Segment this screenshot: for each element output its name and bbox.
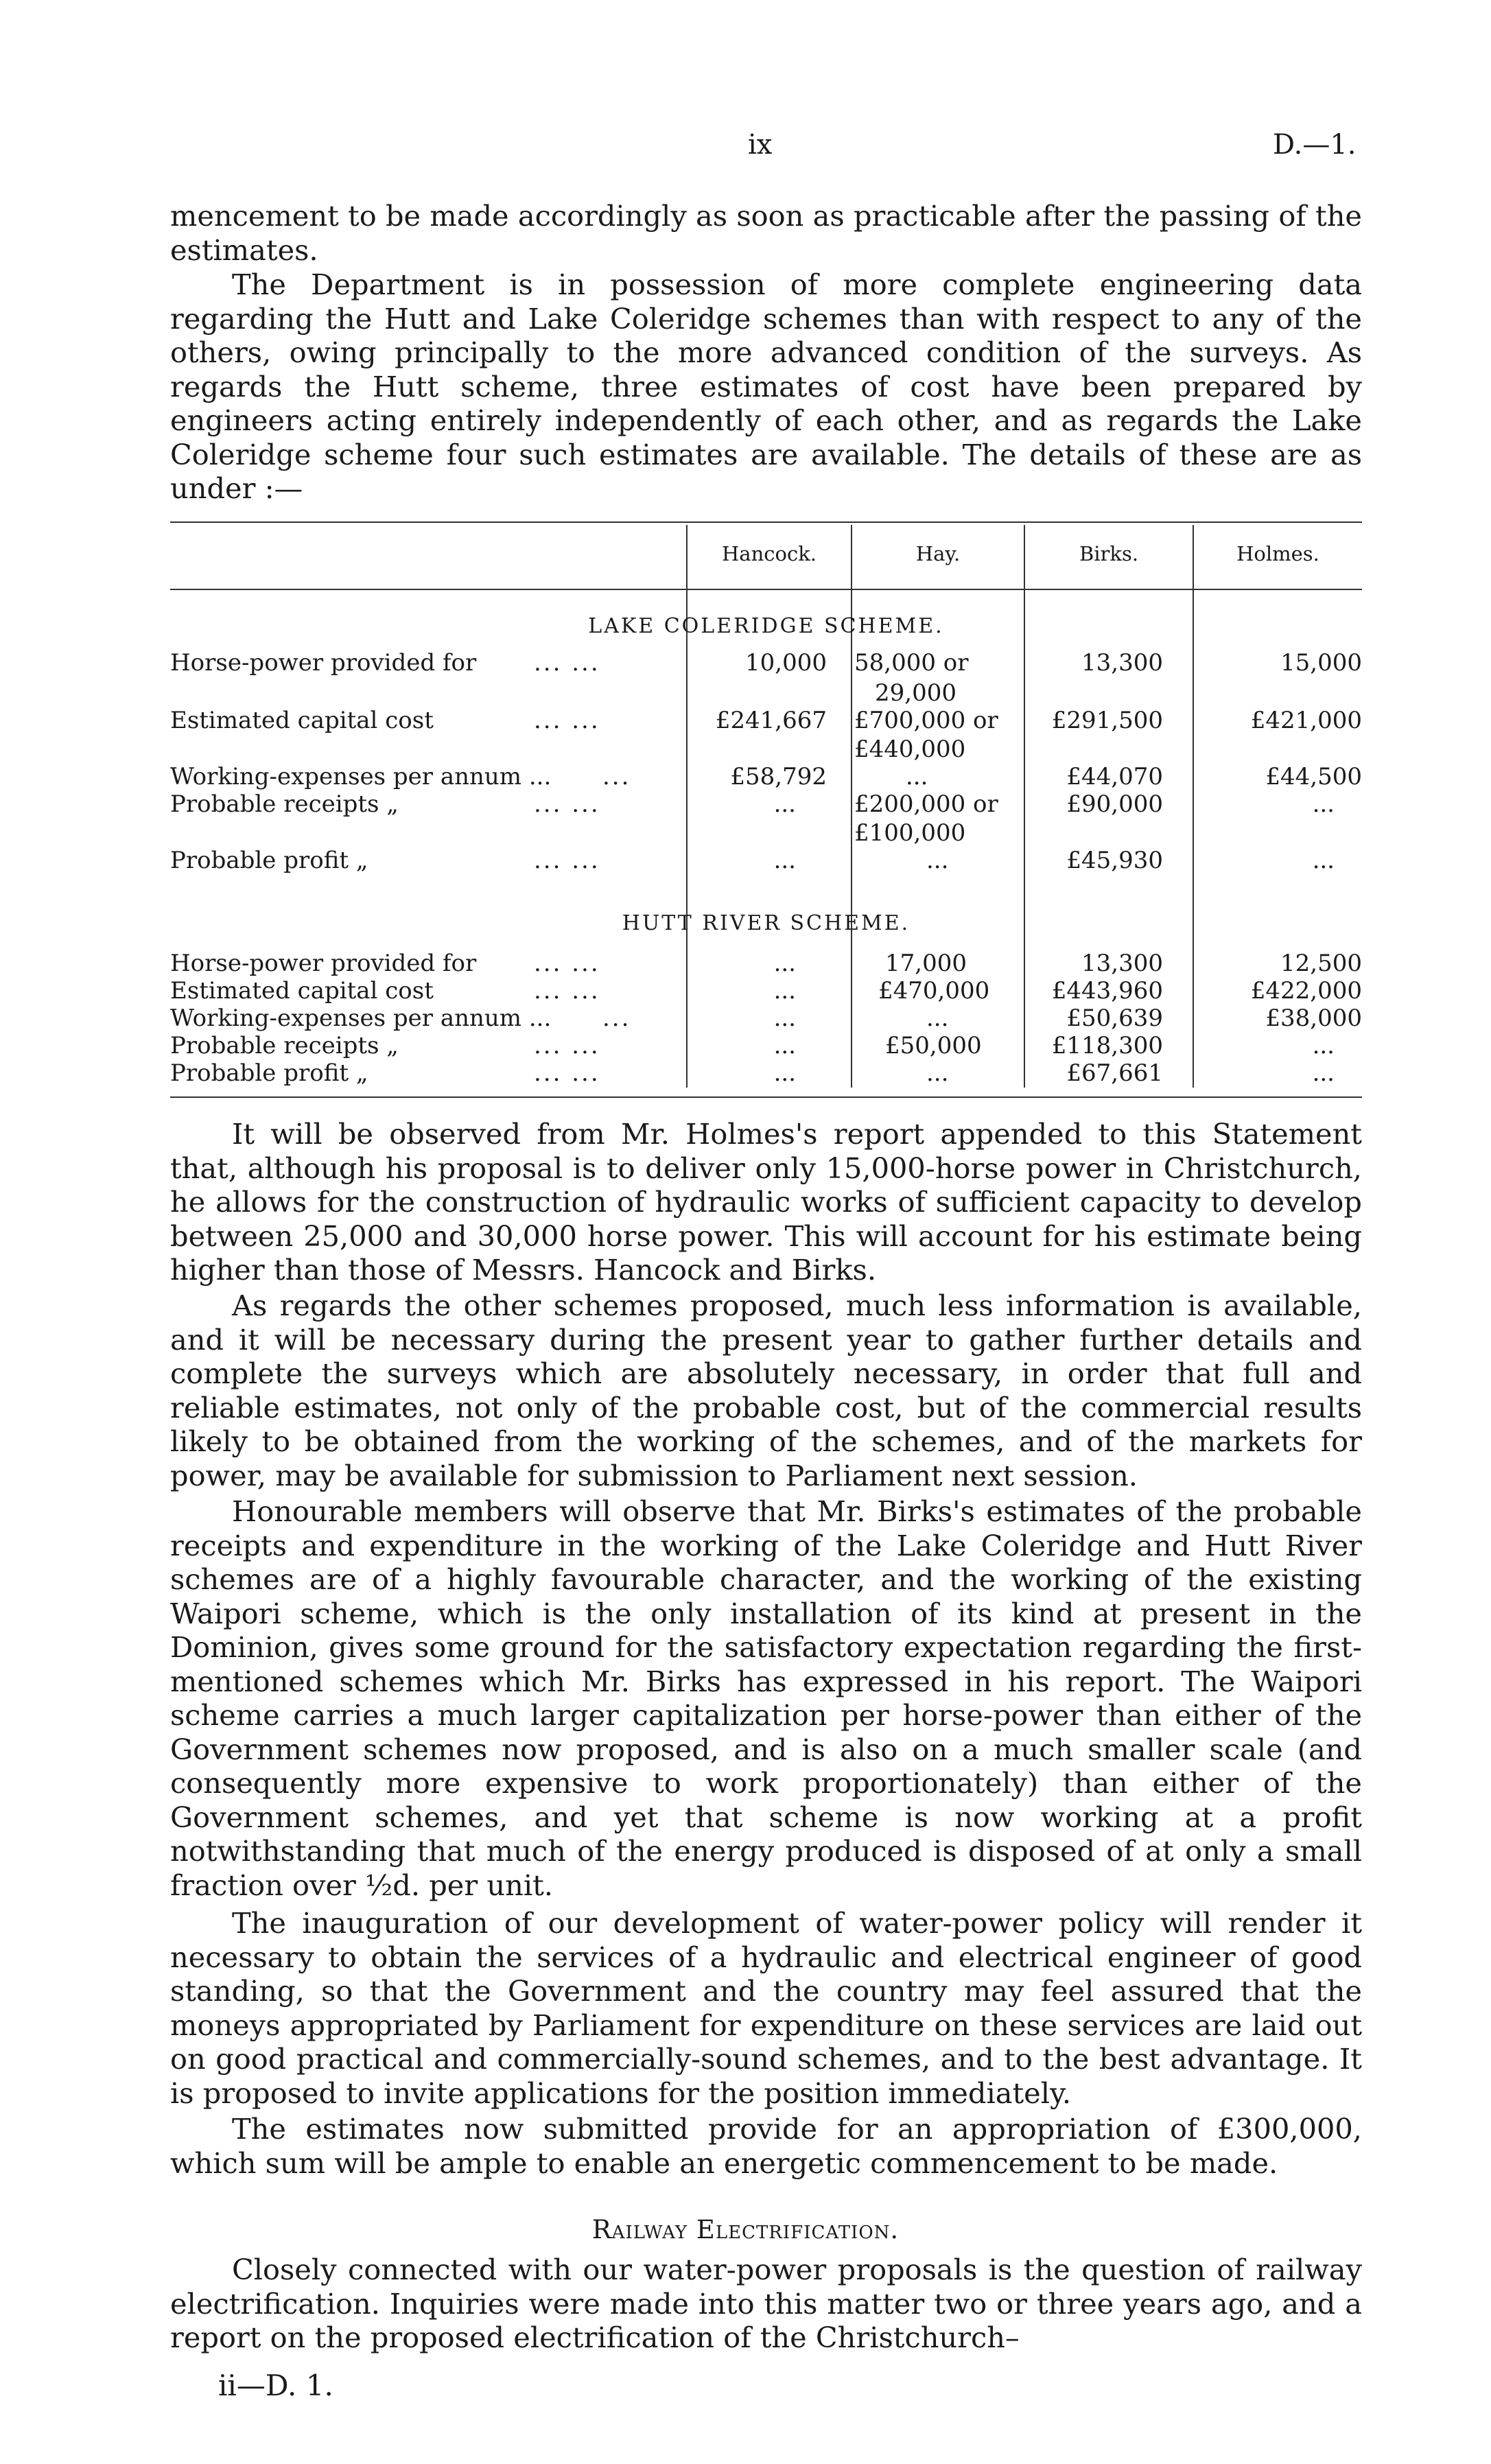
paragraph-3: It will be observed from Mr. Holmes's report appended to this Statement that, although his proposal is to deliver only 15,000-horse power in Christchurch, he allows for the construction of hydraulic works of sufficient capacity to develop between 25,000 and 30,000 horse power. This will account for his estimate being higher than those of Messrs. Hancock and Birks. [170, 1117, 1362, 1287]
cell-hancock: ... [773, 1032, 796, 1059]
cell-holmes: ... [1312, 1059, 1335, 1087]
row-label: Working-expenses per annum [170, 1005, 522, 1032]
cell-hancock: 10,000 [745, 649, 827, 677]
row-label: Probable receipts „ [170, 790, 399, 818]
cell-hay: 58,000 or [854, 649, 969, 677]
cell-hay: £700,000 or [854, 707, 998, 734]
cell-holmes: ... [1312, 847, 1335, 874]
page-number: ix [748, 129, 773, 161]
scheme-title-hutt-river: HUTT RIVER SCHEME. [622, 911, 911, 935]
row-label: Probable profit „ [170, 847, 368, 874]
cell-hay-alt: £100,000 [854, 819, 966, 847]
paragraph-2: The Department is in possession of more complete engineering data regarding the Hutt and Lake Coleridge schemes than with respect to any of the others, owing principally to the more advanced condition of the surveys. As regards the Hutt scheme, three estimates of cost have been prepared by engineers acting entirely independently of each other, and as regards the Lake Coleridge scheme four such estimates are available. The details of these are as under :— [170, 268, 1362, 505]
table-header-rule [170, 589, 1362, 590]
row-label: Working-expenses per annum [170, 763, 522, 790]
row-label: Horse-power provided for [170, 649, 477, 677]
cell-hancock: ... [773, 950, 796, 977]
column-header-hay: Hay. [915, 542, 961, 565]
cell-holmes: ... [1312, 1032, 1335, 1059]
cell-hancock: ... [773, 1005, 796, 1032]
cell-hay: ... [926, 1059, 949, 1087]
cell-hancock: ... [773, 790, 796, 818]
row-label: Horse-power provided for [170, 950, 477, 977]
cell-hay: £200,000 or [854, 790, 998, 818]
cell-birks: £443,960 [1051, 977, 1163, 1005]
cell-birks: £291,500 [1051, 707, 1163, 734]
cell-holmes: 12,500 [1280, 950, 1362, 977]
cell-birks: 13,300 [1081, 649, 1163, 677]
cell-birks: £67,661 [1066, 1059, 1163, 1087]
row-label: Probable receipts „ [170, 1032, 399, 1059]
cell-hancock: ... [773, 847, 796, 874]
cell-birks: £45,930 [1066, 847, 1163, 874]
column-divider [851, 525, 852, 1088]
cell-birks: £50,639 [1066, 1005, 1163, 1032]
column-header-hancock: Hancock. [722, 542, 817, 565]
cell-hay: £50,000 [885, 1032, 982, 1059]
cell-hay: 17,000 [885, 950, 967, 977]
column-header-birks: Birks. [1079, 542, 1139, 565]
cell-hay: £470,000 [878, 977, 990, 1005]
cell-hay: ... [926, 847, 949, 874]
cell-hay-alt: 29,000 [875, 679, 956, 707]
paragraph-6: The inauguration of our development of water-power policy will render it necessary to obtain the services of a hydraulic and electrical engineer of good standing, so that the Government and the country may feel assured that the moneys appropriated by Parliament for expenditure on these services are laid out on good practical and commercially-sound schemes, and to the best advantage. It is proposed to invite applications for the position immediately. [170, 1906, 1362, 2110]
cell-hancock: ... [773, 1059, 796, 1087]
cell-hay: ... [926, 1005, 949, 1032]
document-reference: D.—1. [1273, 129, 1357, 161]
cell-hancock: £241,667 [715, 707, 827, 734]
table-top-rule [170, 521, 1362, 523]
cell-holmes: £44,500 [1265, 763, 1362, 790]
row-label: Probable profit „ [170, 1059, 368, 1087]
scheme-title-lake-coleridge: LAKE COLERIDGE SCHEME. [588, 614, 944, 638]
cell-holmes: £421,000 [1250, 707, 1362, 734]
paragraph-4: As regards the other schemes proposed, much less information is available, and it will be necessary during the present year to gather further details and complete the surveys which are absolutely necessary, in order that full and reliable estimates, not only of the probable cost, but of the commercial results likely to be obtained from the working of the schemes, and of the markets for power, may be available for submission to Parliament next session. [170, 1289, 1362, 1492]
cell-birks: 13,300 [1081, 950, 1163, 977]
row-label: Estimated capital cost [170, 977, 434, 1005]
cell-holmes: ... [1312, 790, 1335, 818]
column-header-holmes: Holmes. [1236, 542, 1319, 565]
column-divider [1193, 525, 1194, 1088]
paragraph-1: mencement to be made accordingly as soon as practicable after the passing of the estimates. [170, 199, 1362, 267]
paragraph-7: The estimates now submitted provide for an appropriation of £300,000, which sum will be ample to enable an energetic commencement to be made. [170, 2112, 1362, 2180]
cell-birks: £44,070 [1066, 763, 1163, 790]
cell-holmes: 15,000 [1280, 649, 1362, 677]
cell-hancock: £58,792 [730, 763, 827, 790]
cell-hancock: ... [773, 977, 796, 1005]
section-title: Railway Electrification. [591, 2215, 900, 2244]
cell-hay: ... [906, 763, 928, 790]
cell-birks: £118,300 [1051, 1032, 1163, 1059]
cell-birks: £90,000 [1066, 790, 1163, 818]
cell-holmes: £422,000 [1250, 977, 1362, 1005]
cell-holmes: £38,000 [1265, 1005, 1362, 1032]
row-label: Estimated capital cost [170, 707, 434, 734]
page-footer: ii—D. 1. [218, 2369, 333, 2402]
column-divider [686, 525, 688, 1088]
paragraph-5: Honourable members will observe that Mr. Birks's estimates of the probable receipts and expenditure in the working of the Lake Coleridge and Hutt River schemes are of a highly favourable character, and the working of the existing Waipori scheme, which is the only installation of its kind at present in the Dominion, gives some ground for the satisfactory expectation regarding the first-mentioned schemes which Mr. Birks has expressed in his report. The Waipori scheme carries a much larger capitalization per horse-power than either of the Government schemes now proposed, and is also on a much smaller scale (and consequently more expensive to work proportionately) than either of the Government schemes, and yet that scheme is now working at a profit notwithstanding that much of the energy produced is disposed of at only a small fraction over ½d. per unit. [170, 1494, 1362, 1902]
table-bottom-rule [170, 1096, 1362, 1098]
cell-hay-alt: £440,000 [854, 736, 966, 763]
paragraph-8: Closely connected with our water-power proposals is the question of railway electrification. Inquiries were made into this matter two or three years ago, and a report on the proposed electrification of the Christchurch– [170, 2253, 1362, 2354]
